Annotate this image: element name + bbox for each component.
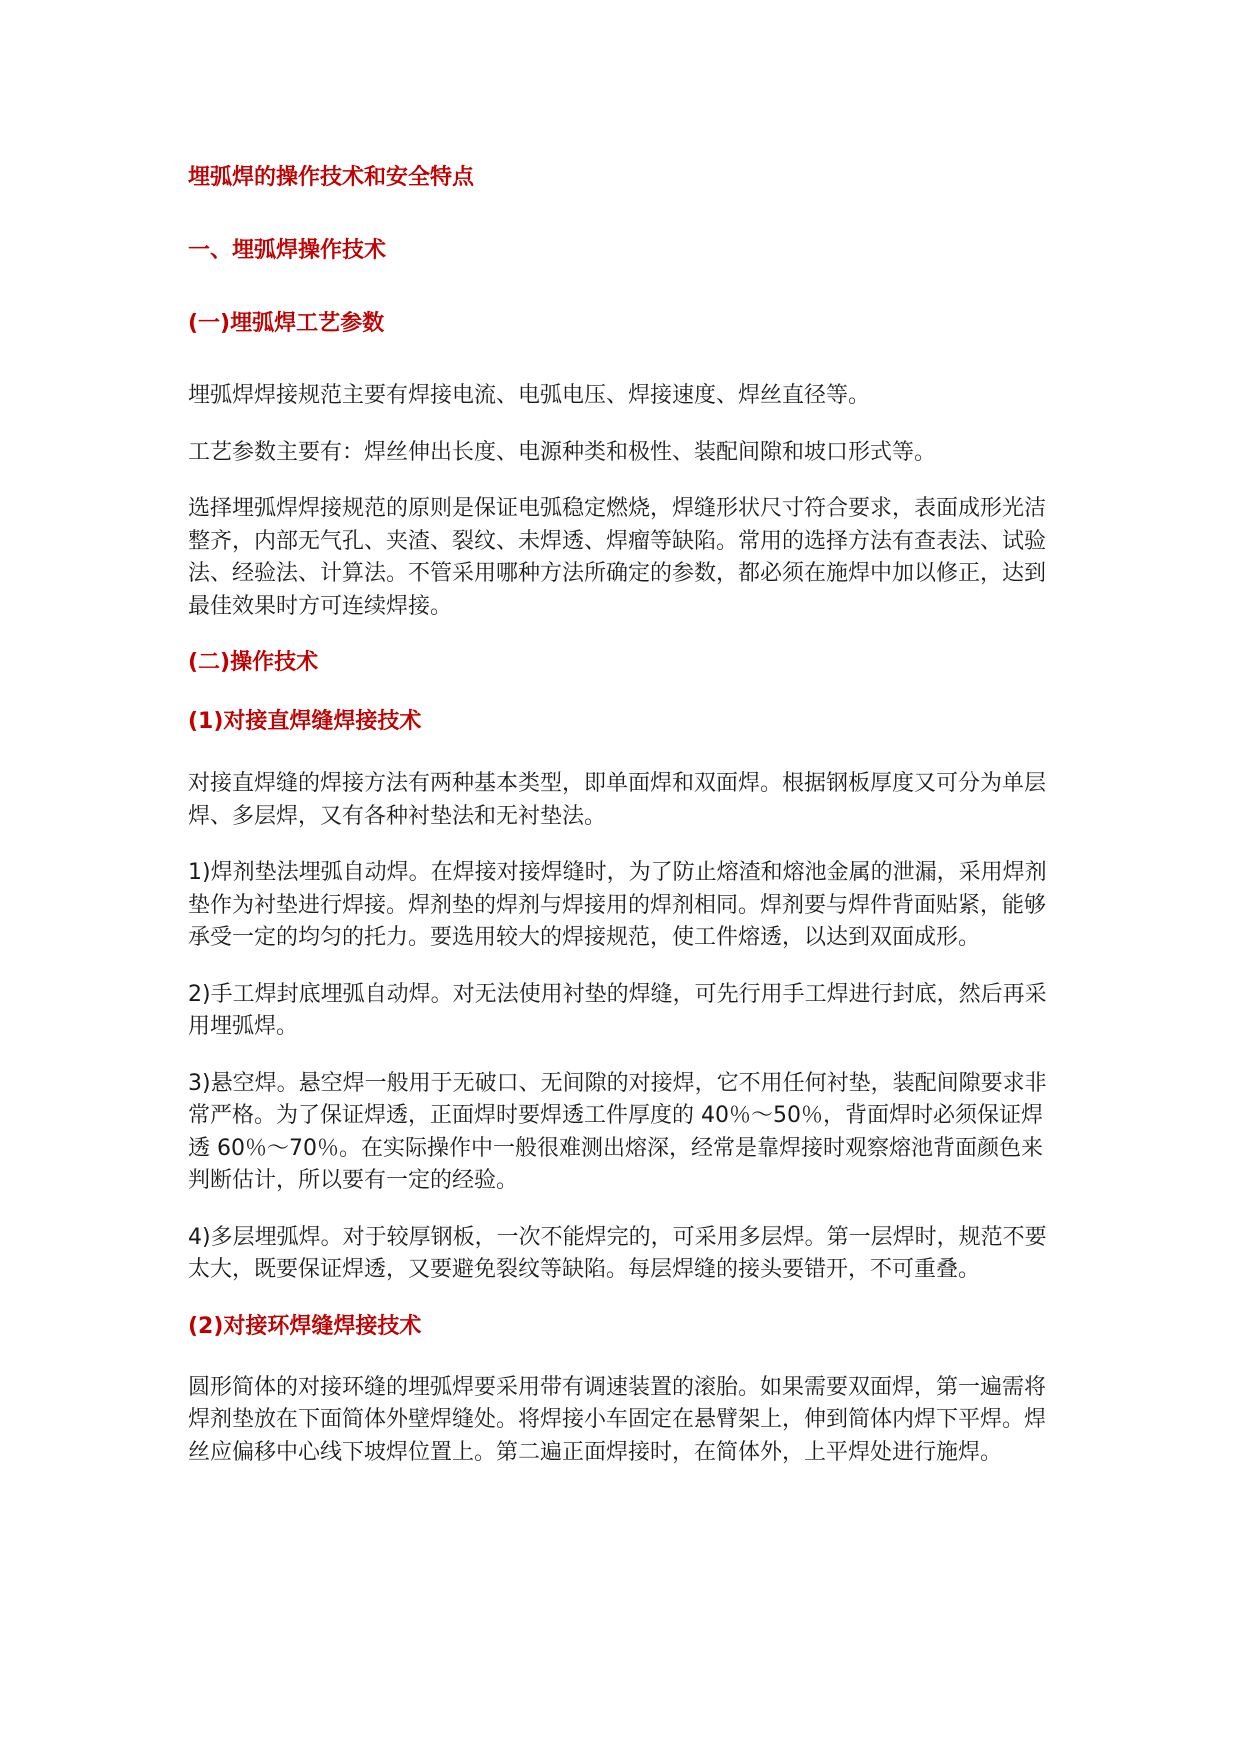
paragraph-welding-specification: 埋弧焊焊接规范主要有焊接电流、电弧电压、焊接速度、焊丝直径等。	[188, 383, 871, 408]
document-body	[188, 162, 1058, 1469]
paragraph-process-parameters: 工艺参数主要有：焊丝伸出长度、电源种类和极性、装配间隙和坡口形式等。	[188, 439, 937, 465]
subsection-heading-butt-circular-weld: (2)对接环焊缝焊接技术	[188, 1313, 422, 1339]
paragraph-suspended-weld: 3)悬空焊。悬空焊一般用于无破口、无间隙的对接焊，它不用任何衬垫，装配间隙要求非常严格。为了保证焊透，正面焊时要焊透工件厚度的 40％～50％，背面焊时必须保证焊透 60％～70％。在实际操作中一般很难测出熔深，经常是靠焊接时观察熔池背面颜色来判断估计，所以要有一定的经验。	[188, 1070, 1047, 1193]
paragraph-multilayer-weld: 4)多层埋弧焊。对于较厚钢板，一次不能焊完的，可采用多层焊。第一层焊时，规范不要太大，既要保证焊透，又要避免裂纹等缺陷。每层焊缝的接头要错开，不可重叠。	[188, 1224, 1047, 1282]
section-heading-operation-technique: 一、埋弧焊操作技术	[188, 238, 387, 263]
paragraph-circular-seam-weld: 圆形简体的对接环缝的埋弧焊要采用带有调速装置的滚胎。如果需要双面焊，第一遍需将焊剂垫放在下面简体外壁焊缝处。将焊接小车固定在悬臂架上，伸到简体内焊下平焊。焊丝应偏移中心线下坡焊位置上。第二遍正面焊接时，在简体外，上平焊处进行施焊。	[188, 1374, 1047, 1465]
paragraph-flux-pad-method: 1)焊剂垫法埋弧自动焊。在焊接对接焊缝时，为了防止熔渣和熔池金属的泄漏，采用焊剂垫作为衬垫进行焊接。焊剂垫的焊剂与焊接用的焊剂相同。焊剂要与焊件背面贴紧，能够承受一定的均匀的托力。要选用较大的焊接规范，使工件熔透，以达到双面成形。	[188, 860, 1047, 950]
paragraph-selection-principle: 选择埋弧焊焊接规范的原则是保证电弧稳定燃烧，焊缝形状尺寸符合要求，表面成形光洁整齐，内部无气孔、夹渣、裂纹、未焊透、焊瘤等缺陷。常用的选择方法有查表法、试验法、经验法、计算法。不管采用哪种方法所确定的参数，都必须在施焊中加以修正，达到最佳效果时方可连续焊接。	[188, 496, 1047, 619]
paragraph-butt-weld-types: 对接直焊缝的焊接方法有两种基本类型，即单面焊和双面焊。根据钢板厚度又可分为单层焊、多层焊，又有各种衬垫法和无衬垫法。	[188, 771, 1047, 829]
subsection-heading-process-parameters: (一)埋弧焊工艺参数	[188, 311, 385, 336]
document-title: 埋弧焊的操作技术和安全特点	[188, 165, 475, 190]
subsection-heading-operation-technique: (二)操作技术	[188, 650, 319, 675]
paragraph-manual-backing-weld: 2)手工焊封底埋弧自动焊。对无法使用衬垫的焊缝，可先行用手工焊进行封底，然后再采用埋弧焊。	[188, 981, 1047, 1039]
subsection-heading-butt-straight-weld: (1)对接直焊缝焊接技术	[188, 709, 422, 734]
